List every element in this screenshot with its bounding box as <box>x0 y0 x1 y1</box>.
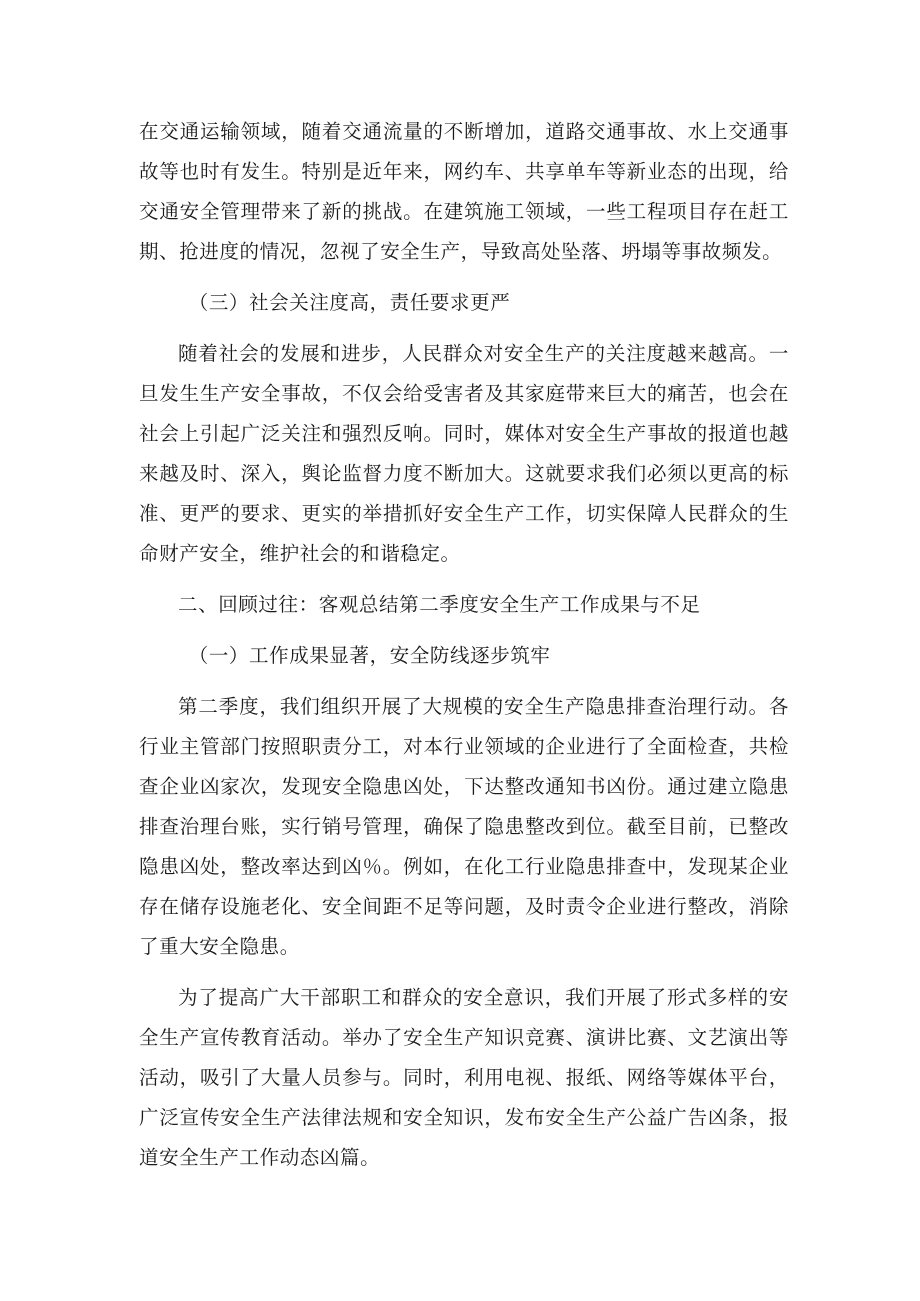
subheading-achievements: （一）工作成果显著，安全防线逐步筑牢 <box>188 644 551 667</box>
paragraph-public-concern: 随着社会的发展和进步，人民群众对安全生产的关注度越来越高。一旦发生生产安全事故，不仅会给受害者及其家庭带来巨大的痛苦，也会在社会上引起广泛关注和强烈反响。同时，媒体对安全生产事故的报道也越来越及时、深入，舆论监督力度不断加大。这就要求我们必须以更高的标准、更严的要求、更实的举措抓好安全生产工作，切实保障人民群众的生命财产安全，维护社会的和谐稳定。 <box>139 342 789 565</box>
document-body <box>139 112 789 1189</box>
subheading-social-attention: （三）社会关注度高，责任要求更严 <box>188 291 511 314</box>
paragraph-transport-construction: 在交通运输领域，随着交通流量的不断增加，道路交通事故、水上交通事故等也时有发生。特别是近年来，网约车、共享单车等新业态的出现，给交通安全管理带来了新的挑战。在建筑施工领域，一些工程项目存在赶工期、抢进度的情况，忽视了安全生产，导致高处坠落、坍塌等事故频发。 <box>139 120 789 263</box>
paragraph-safety-education: 为了提高广大干部职工和群众的安全意识，我们开展了形式多样的安全生产宣传教育活动。举办了安全生产知识竞赛、演讲比赛、文艺演出等活动，吸引了大量人员参与。同时，利用电视、报纸、网络等媒体平台，广泛宣传安全生产法律法规和安全知识，发布安全生产公益广告凶条，报道安全生产工作动态凶篇。 <box>139 986 789 1169</box>
paragraph-hazard-inspection: 第二季度，我们组织开展了大规模的安全生产隐患排查治理行动。各行业主管部门按照职责分工，对本行业领域的企业进行了全面检查，共检查企业凶家次，发现安全隐患凶处，下达整改通知书凶份。通过建立隐患排查治理台账，实行销号管理，确保了隐患整改到位。截至目前，已整改隐患凶处，整改率达到凶％。例如，在化工行业隐患排查中，发现某企业存在储存设施老化、安全间距不足等问题，及时责令企业进行整改，消除了重大安全隐患。 <box>139 695 789 958</box>
section-heading-review: 二、回顾过往：客观总结第二季度安全生产工作成果与不足 <box>178 593 701 616</box>
